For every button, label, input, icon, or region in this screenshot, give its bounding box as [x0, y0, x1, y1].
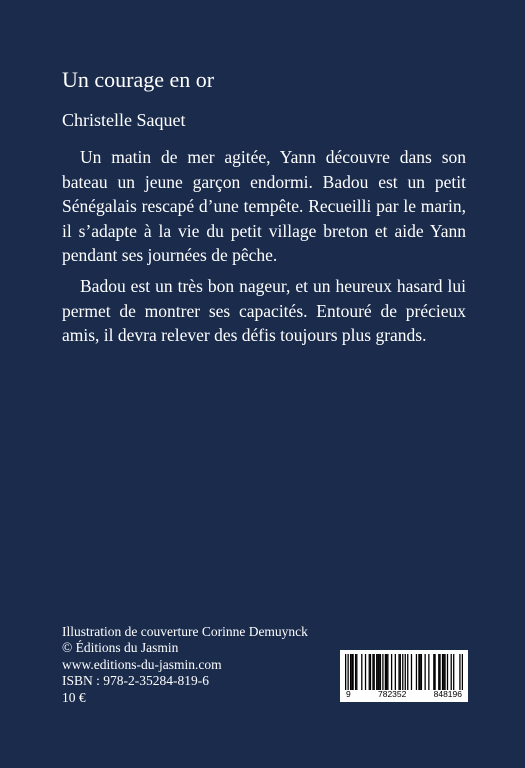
barcode-bar: [379, 654, 380, 690]
barcode-bar: [442, 654, 443, 690]
barcode-bar: [355, 654, 356, 690]
barcode-bar: [424, 654, 425, 690]
blurb-paragraph-1: Un matin de mer agitée, Yann découvre dans son bateau un jeune garçon endormi. Badou est un petit Sénégalais rescapé d’une tempête. Recueilli par le marin, il s’adapte à la vie du petit village breton et aide Yann pendant ses journées de pêche.: [62, 147, 466, 266]
barcode-bar: [459, 654, 460, 690]
barcode-digit-group: 9: [346, 689, 351, 699]
barcode-bar: [438, 654, 439, 690]
barcode-bar: [416, 654, 417, 690]
barcode-bar: [434, 654, 435, 690]
barcode-bar: [347, 654, 348, 690]
barcode-bar: [462, 654, 463, 690]
barcode-bar: [400, 654, 401, 690]
barcode-bar: [395, 654, 396, 690]
barcode-bar: [387, 654, 388, 690]
publisher-credits: [62, 624, 308, 706]
barcode-bar: [380, 654, 381, 690]
copyright-line: © Éditions du Jasmin: [62, 640, 179, 656]
barcode-bar: [453, 654, 454, 690]
book-author: Christelle Saquet: [62, 110, 186, 130]
barcode-bar: [451, 654, 452, 690]
barcode-bar: [444, 654, 445, 690]
barcode-bar: [411, 654, 412, 690]
barcode-bar: [428, 654, 429, 690]
isbn-line: ISBN : 978-2-35284-819-6: [62, 673, 209, 689]
barcode-digit-group: 848196: [433, 689, 462, 699]
barcode-bar: [370, 654, 371, 690]
barcode-bar: [398, 654, 399, 690]
barcode-digits: [345, 690, 463, 699]
barcode-bar: [369, 654, 370, 690]
barcode-bar: [386, 654, 387, 690]
barcode-bar: [382, 654, 383, 690]
barcode-bar: [391, 654, 392, 690]
barcode-bar: [420, 654, 421, 690]
price-line: 10 €: [62, 689, 86, 705]
barcode-bar: [356, 654, 357, 690]
barcode-bar: [402, 654, 403, 690]
illustration-credit: Illustration de couverture Corinne Demuynck: [62, 624, 308, 639]
barcode-bar: [365, 654, 366, 690]
barcode-bar: [421, 654, 422, 690]
barcode-bars: [345, 654, 463, 690]
barcode-bar: [351, 654, 352, 690]
blurb-paragraph-2: Badou est un très bon nageur, et un heureux hasard lui permet de montrer ses capacités. Entouré de précieux amis, il devra relever des défis toujours plus grands.: [62, 275, 466, 346]
isbn-barcode: [340, 650, 468, 702]
barcode-bar: [352, 654, 353, 690]
barcode-bar: [443, 654, 444, 690]
barcode-bar: [439, 654, 440, 690]
barcode-bar: [418, 654, 419, 690]
barcode-bar: [405, 654, 406, 690]
barcode-bar: [433, 654, 434, 690]
barcode-bar: [350, 654, 351, 690]
back-cover-blurb: [62, 145, 466, 354]
barcode-bar: [372, 654, 373, 690]
barcode-bar: [385, 654, 386, 690]
barcode-bar: [361, 654, 362, 690]
barcode-bar: [374, 654, 375, 690]
barcode-digit-group: 782352: [377, 689, 407, 699]
barcode-bar: [377, 654, 378, 690]
barcode-bar: [376, 654, 377, 690]
barcode-bar: [345, 654, 346, 690]
barcode-bar: [447, 654, 448, 690]
barcode-bar: [407, 654, 408, 690]
publisher-website: www.editions-du-jasmin.com: [62, 656, 222, 672]
book-title: Un courage en or: [62, 67, 215, 92]
